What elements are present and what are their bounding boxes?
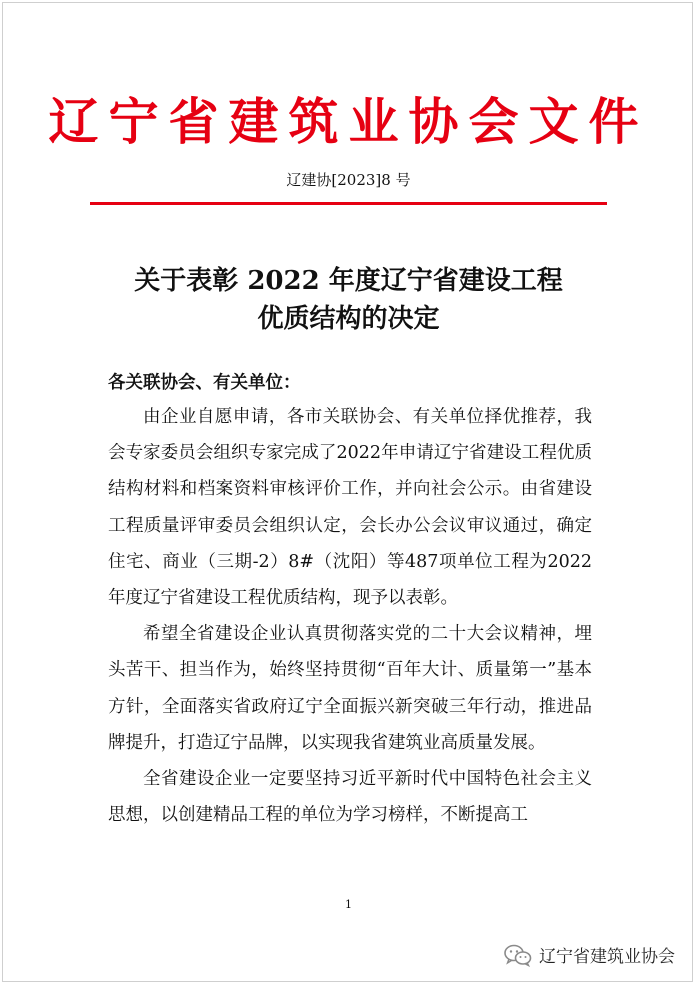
document-number: 辽建协[2023]8 号: [286, 171, 411, 189]
wechat-icon: [503, 943, 533, 967]
page-number: 1: [345, 898, 352, 911]
body-paragraph-3: 全省建设企业一定要坚持习近平新时代中国特色社会主义思想，以创建精品工程的单位为学习榜样，不断提高工: [108, 769, 592, 826]
document-title: [0, 262, 697, 338]
title-line-2: 优质结构的决定: [257, 304, 440, 334]
document-header-title: 辽宁省建筑业协会文件: [48, 92, 649, 151]
salutation: 各关联协会、有关单位：: [108, 373, 301, 393]
red-divider-line: [90, 202, 607, 205]
document-body: [108, 399, 592, 833]
title-line-1: 关于表彰 2022 年度辽宁省建设工程: [134, 266, 563, 296]
body-paragraph-2: 希望全省建设企业认真贯彻落实党的二十大会议精神，埋头苦干、担当作为，始终坚持贯彻“百年大计、质量第一”基本方针，全面落实省政府辽宁全面振兴新突破三年行动，推进品牌提升，打造辽宁品牌，以实现我省建筑业高质量发展。: [108, 624, 592, 753]
body-paragraph-1: 由企业自愿申请，各市关联协会、有关单位择优推荐，我会专家委员会组织专家完成了2022年申请辽宁省建设工程优质结构材料和档案资料审核评价工作，并向社会公示。由省建设工程质量评审委员会组织认定，会长办公会议审议通过，确定住宅、商业（三期-2）8#（沈阳）等487项单位工程为2022年度辽宁省建设工程优质结构，现予以表彰。: [108, 407, 592, 609]
wechat-watermark: [503, 942, 675, 967]
wechat-account-name: 辽宁省建筑业协会: [539, 947, 675, 967]
